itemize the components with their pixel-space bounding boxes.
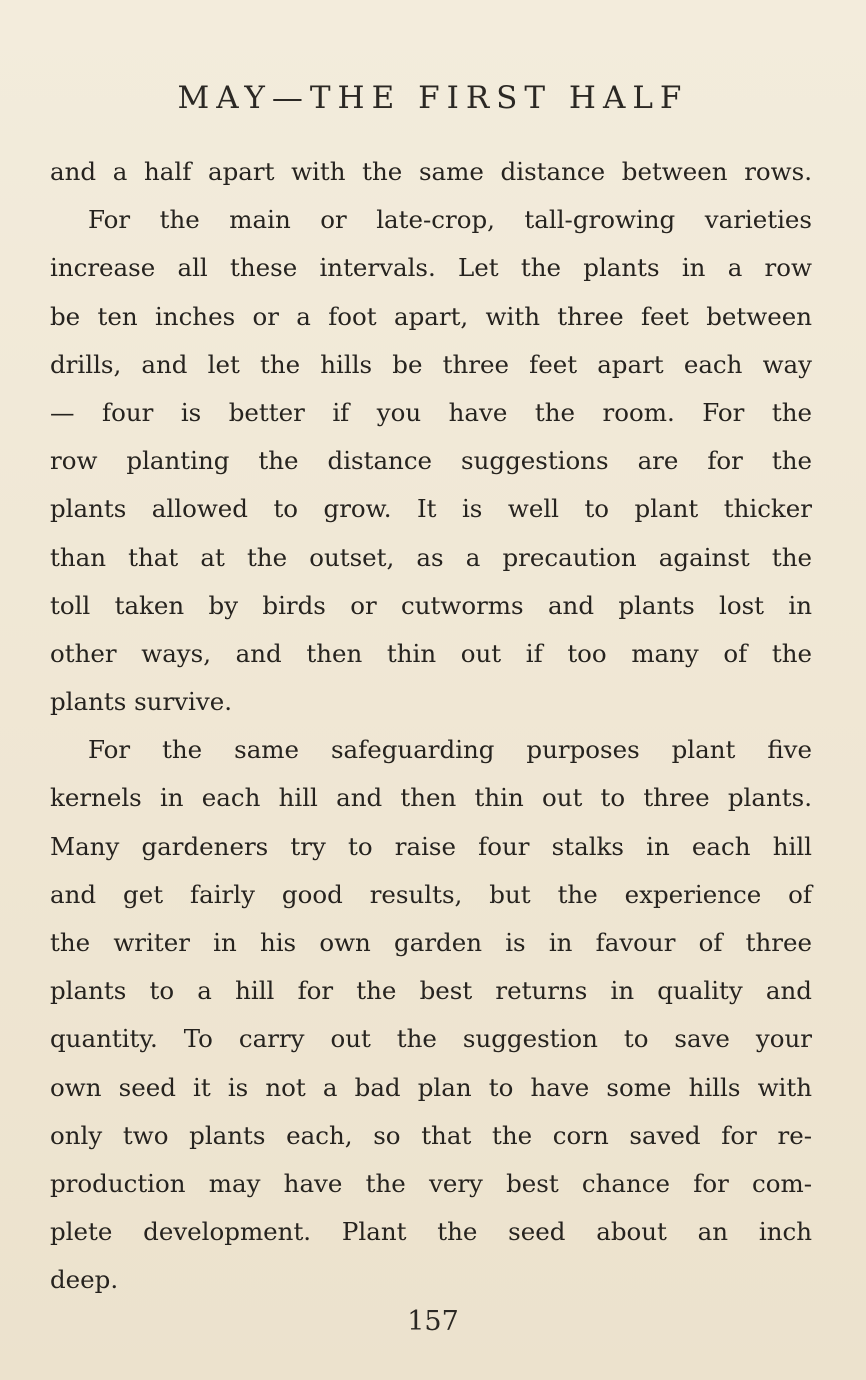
text-line: other ways, and then thin out if too many of the [50,638,812,668]
text-line: plants survive. [50,687,232,717]
text-line: and a half apart with the same distance between rows. [50,157,812,186]
text-line: — four is better if you have the room. For the [50,397,812,427]
text-line: Many gardeners try to raise four stalks in each hill [50,831,812,861]
text-line: be ten inches or a foot apart, with three feet between [50,301,812,331]
text-line: plants allowed to grow. It is well to plant thicker [50,494,812,524]
text-line: quantity. To carry out the suggestion to save your [50,1024,812,1054]
text-line: and get fairly good results, but the experience of [50,879,812,909]
text-line: plants to a hill for the best returns in quality and [50,976,812,1006]
text-line: increase all these intervals. Let the plants in a row [50,253,812,283]
text-line: plete development. Plant the seed about an inch [50,1217,812,1247]
text-line: For the same safeguarding purposes plant five [88,735,812,765]
text-line: For the main or late-crop, tall-growing varieties [88,205,812,235]
text-line: toll taken by birds or cutworms and plants lost in [50,590,812,620]
text-line: production may have the very best chance for com- [50,1168,812,1198]
text-line: only two plants each, so that the corn saved for re- [50,1120,812,1150]
text-line: own seed it is not a bad plan to have some hills with [50,1072,812,1102]
body-text [50,148,812,1305]
page-number: 157 [407,1306,459,1337]
running-head: MAY—THE FIRST HALF [177,80,689,116]
text-line: than that at the outset, as a precaution against the [50,542,812,572]
text-line: the writer in his own garden is in favour of three [50,928,812,957]
text-line: drills, and let the hills be three feet apart each way [50,349,812,379]
text-line: deep. [50,1265,119,1295]
text-line: row planting the distance suggestions are for the [50,446,812,476]
text-line: kernels in each hill and then thin out to three plants. [50,783,812,813]
